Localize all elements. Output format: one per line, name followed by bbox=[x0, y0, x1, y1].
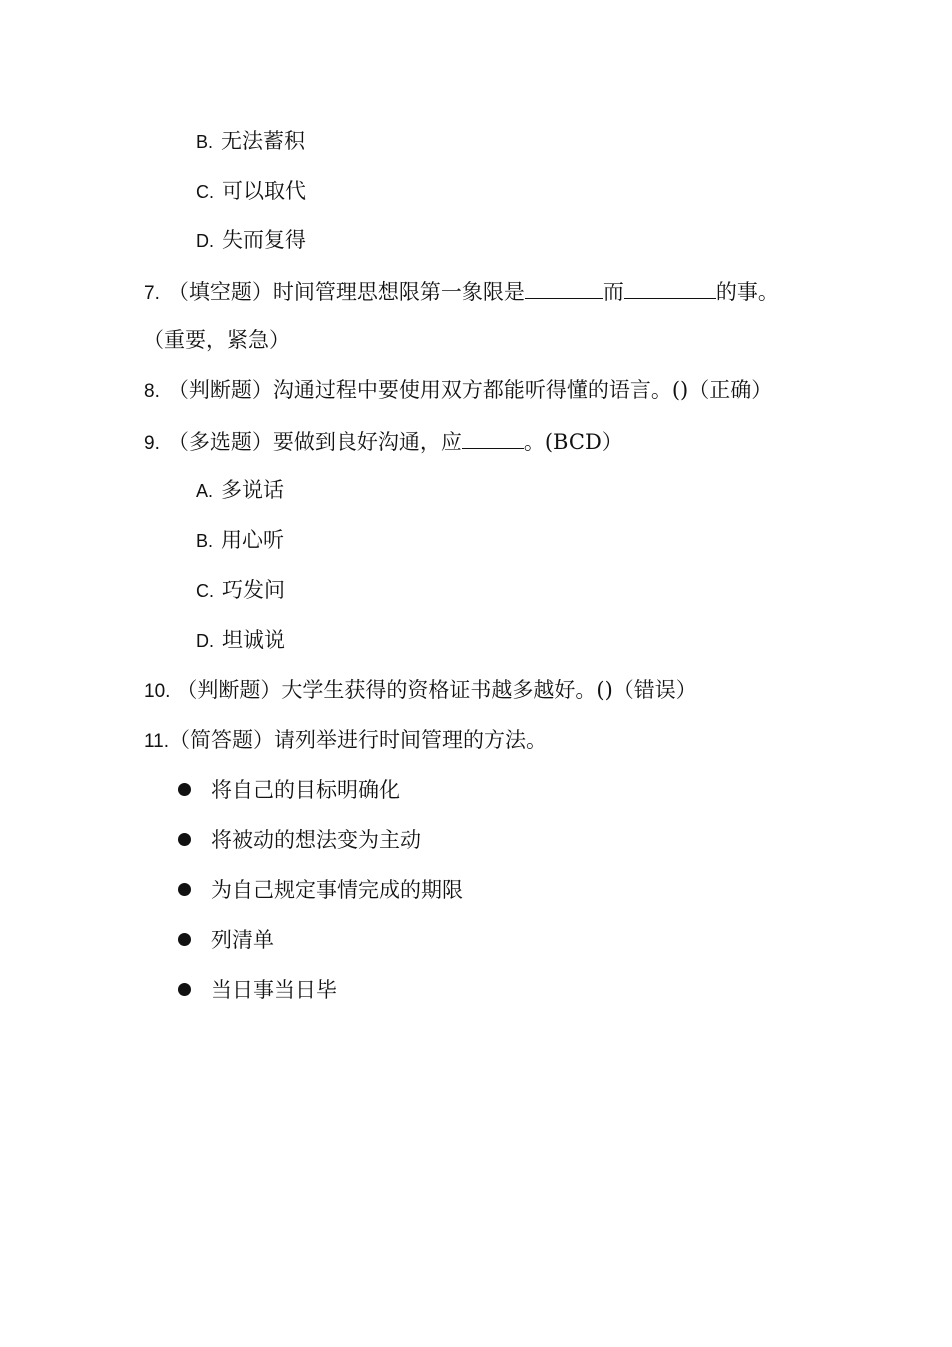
fill-blank-2 bbox=[624, 276, 716, 299]
bullet-item bbox=[178, 825, 421, 855]
q9-option-d bbox=[196, 625, 285, 656]
option-text: 失而复得 bbox=[222, 228, 306, 252]
question-8 bbox=[144, 375, 772, 407]
bullet-dot-icon bbox=[178, 833, 191, 846]
bullet-text: 为自己规定事情完成的期限 bbox=[211, 878, 463, 902]
q9-option-c bbox=[196, 575, 285, 606]
option-text: 无法蓄积 bbox=[221, 129, 306, 153]
bullet-item bbox=[178, 925, 274, 955]
option-label: A. bbox=[196, 481, 214, 501]
bullet-text: 将被动的想法变为主动 bbox=[211, 828, 421, 852]
question-text-part: 的事。 bbox=[715, 280, 779, 304]
question-9 bbox=[144, 426, 623, 459]
option-text: 用心听 bbox=[221, 528, 285, 552]
option-label: D. bbox=[196, 631, 214, 651]
question-text: （判断题）沟通过程中要使用双方都能听得懂的语言。()（正确） bbox=[167, 378, 773, 402]
question-10 bbox=[144, 675, 697, 707]
option-label: B. bbox=[196, 132, 214, 152]
option-label: B. bbox=[196, 531, 214, 551]
bullet-dot-icon bbox=[178, 983, 191, 996]
bullet-item bbox=[178, 975, 337, 1005]
bullet-dot-icon bbox=[178, 883, 191, 896]
q6-option-d bbox=[196, 225, 306, 256]
option-text: 多说话 bbox=[221, 478, 285, 502]
question-text: （判断题）大学生获得的资格证书越多越好。()（错误） bbox=[176, 678, 697, 702]
question-text-part: （填空题）时间管理思想限第一象限是 bbox=[167, 280, 525, 304]
bullet-item bbox=[178, 875, 463, 905]
question-number: 7. bbox=[144, 283, 160, 304]
option-text: 可以取代 bbox=[222, 179, 306, 203]
question-number: 10. bbox=[144, 681, 171, 702]
fill-blank bbox=[462, 426, 524, 449]
option-label: D. bbox=[196, 231, 214, 251]
question-7 bbox=[144, 276, 779, 309]
question-11 bbox=[144, 725, 547, 757]
question-text-part: （多选题）要做到良好沟通，应 bbox=[167, 430, 462, 454]
bullet-item bbox=[178, 775, 400, 805]
fill-blank-1 bbox=[525, 276, 603, 299]
question-text-part: 而 bbox=[602, 280, 624, 304]
option-label: C. bbox=[196, 581, 214, 601]
bullet-dot-icon bbox=[178, 933, 191, 946]
q9-option-b bbox=[196, 525, 284, 556]
bullet-dot-icon bbox=[178, 783, 191, 796]
bullet-text: 列清单 bbox=[211, 928, 274, 952]
option-text: 巧发问 bbox=[222, 578, 285, 602]
q6-option-b bbox=[196, 126, 305, 157]
option-label: C. bbox=[196, 182, 214, 202]
question-7-answer: （重要，紧急） bbox=[143, 328, 290, 352]
q9-option-a bbox=[196, 475, 284, 506]
option-text: 坦诚说 bbox=[222, 628, 285, 652]
question-number: 9. bbox=[144, 433, 160, 454]
question-text-part: 。(BCD） bbox=[523, 430, 623, 454]
question-text: （简答题）请列举进行时间管理的方法。 bbox=[169, 728, 548, 752]
bullet-text: 当日事当日毕 bbox=[211, 978, 337, 1002]
bullet-text: 将自己的目标明确化 bbox=[211, 778, 400, 802]
question-number: 11. bbox=[144, 731, 170, 752]
q6-option-c bbox=[196, 176, 306, 207]
question-number: 8. bbox=[144, 381, 160, 402]
